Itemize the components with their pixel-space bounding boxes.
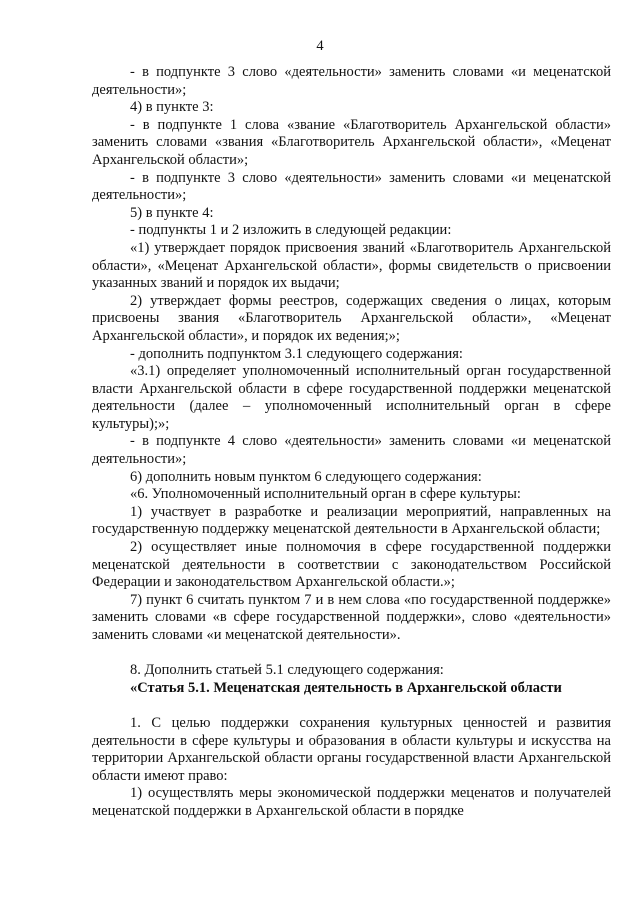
paragraph: 4) в пункте 3: xyxy=(130,99,214,116)
paragraph: 1) осуществлять меры экономической поддержки меценатов и получателей меценатской поддержки в Архангельской области в порядке xyxy=(92,785,611,819)
paragraph: - подпункты 1 и 2 изложить в следующей редакции: xyxy=(130,222,452,239)
paragraph: 1. С целью поддержки сохранения культурных ценностей и развития деятельности в сфере культуры и образования в области культуры и искусства на территории Архангельской области органы государственной власти Архангельской области имеют право: xyxy=(92,714,611,784)
document-body xyxy=(92,64,611,821)
paragraph: - в подпункте 3 слово «деятельности» заменить словами «и меценатской деятельности»; xyxy=(92,64,611,98)
paragraph-gap xyxy=(92,697,611,715)
paragraph: 2) осуществляет иные полномочия в сфере государственной поддержки меценатской деятельности в соответствии с законодательством Российской Федерации и законодательством Архангельской области.»; xyxy=(92,539,611,591)
paragraph: 6) дополнить новым пунктом 6 следующего содержания: xyxy=(130,468,482,485)
paragraph-gap xyxy=(92,645,611,663)
paragraph: - в подпункте 3 слово «деятельности» заменить словами «и меценатской деятельности»; xyxy=(92,169,611,204)
paragraph: - в подпункте 1 слова «звание «Благотворитель Архангельской области» заменить словами «звания «Благотворитель Архангельской области», «Меценат Архангельской области»; xyxy=(92,116,611,168)
paragraph: «3.1) определяет уполномоченный исполнительный орган государственной власти Архангельской области в сфере государственной поддержки меценатской деятельности (далее – уполномоченный исполнительный орган в сфере культуры);»; xyxy=(92,363,611,432)
paragraph: 8. Дополнить статьей 5.1 следующего содержания: xyxy=(130,662,444,679)
paragraph: «6. Уполномоченный исполнительный орган в сфере культуры: xyxy=(130,486,521,503)
paragraph: - в подпункте 4 слово «деятельности» заменить словами «и меценатской деятельности»; xyxy=(92,433,611,468)
paragraph: - дополнить подпунктом 3.1 следующего содержания: xyxy=(130,345,463,362)
paragraph: 2) утверждает формы реестров, содержащих сведения о лицах, которым присвоены звания «Благотворитель Архангельской области», «Меценат Архангельской области», и порядок их ведения;»; xyxy=(92,292,611,344)
page-number: 4 xyxy=(316,38,324,54)
paragraph: 7) пункт 6 считать пунктом 7 и в нем слова «по государственной поддержке» заменить словами «в сфере государственной поддержки», слово «деятельности» заменить словами «и меценатской деятельности». xyxy=(92,591,611,643)
paragraph: 1) участвует в разработке и реализации мероприятий, направленных на государственную поддержку меценатской деятельности в Архангельской области; xyxy=(92,503,611,538)
paragraph: 5) в пункте 4: xyxy=(130,204,214,221)
paragraph: «1) утверждает порядок присвоения званий «Благотворитель Архангельской области», «Меценат Архангельской области», формы свидетельств о присвоении указанных званий и порядок их выдачи; xyxy=(92,239,611,292)
article-title: «Статья 5.1. Меценатская деятельность в Архангельской области xyxy=(130,679,562,696)
